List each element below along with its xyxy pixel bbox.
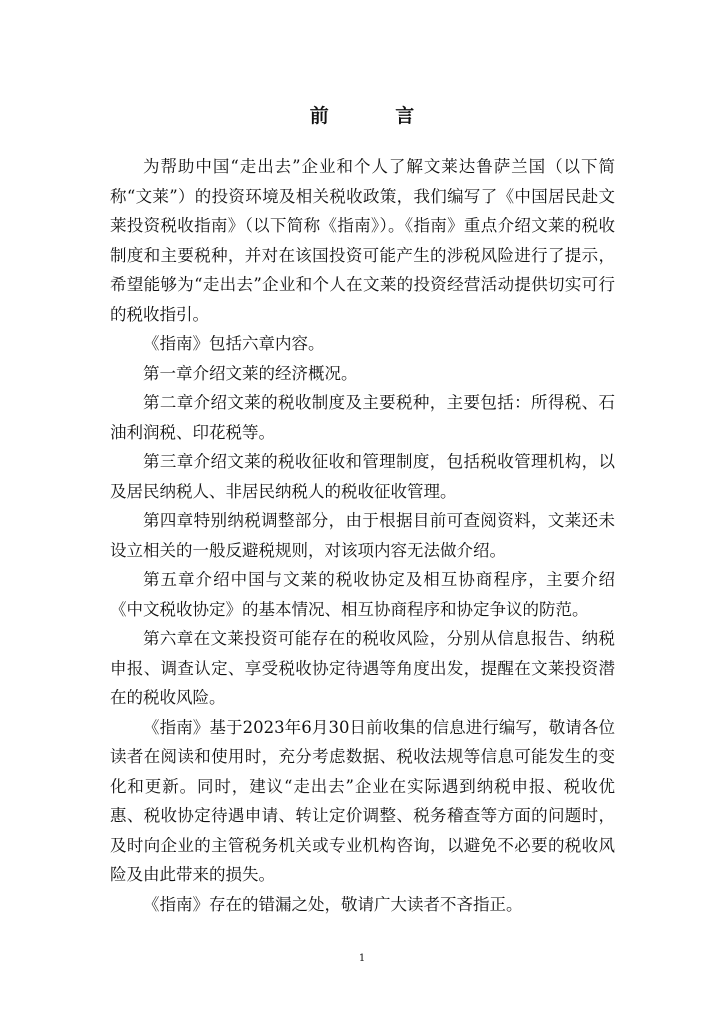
paragraph-chapter-1: 第一章介绍文莱的经济概况。: [143, 363, 358, 383]
preface-body: [110, 152, 615, 919]
paragraph-information-note: 《指南》基于2023年6月30日前收集的信息进行编写，敬请各位读者在阅读和使用时，充分考虑数据、税收法规等信息可能发生的变化和更新。同时，建议“走出去”企业在实际遇到纳税申报、税收优惠、税收协定待遇申请、转让定价调整、税务稽查等方面的问题时，及时向企业的主管税务机关或专业机构咨询，以避免不必要的税收风险及由此带来的损失。: [110, 717, 615, 884]
page-number: 1: [358, 953, 366, 964]
paragraph-chapter-6: 第六章在文莱投资可能存在的税收风险，分别从信息报告、纳税申报、调查认定、享受税收协定待遇等角度出发，提醒在文莱投资潜在的税收风险。: [110, 629, 615, 707]
paragraph-chapter-2: 第二章介绍文莱的税收制度及主要税种，主要包括：所得税、石油利润税、印花税等。: [110, 393, 615, 442]
paragraph-chapter-4: 第四章特别纳税调整部分，由于根据目前可查阅资料，文莱还未设立相关的一般反避税规则，对该项内容无法做介绍。: [110, 511, 615, 560]
paragraph-chapter-3: 第三章介绍文莱的税收征收和管理制度，包括税收管理机构，以及居民纳税人、非居民纳税人的税收征收管理。: [110, 452, 615, 501]
paragraph-closing: 《指南》存在的错漏之处，敬请广大读者不吝指正。: [143, 894, 523, 914]
paragraph-intro: 为帮助中国“走出去”企业和个人了解文莱达鲁萨兰国（以下简称“文莱”）的投资环境及相关税收政策，我们编写了《中国居民赴文莱投资税收指南》（以下简称《指南》）。《指南》重点介绍文莱的税收制度和主要税种，并对在该国投资可能产生的涉税风险进行了提示，希望能够为“走出去”企业和个人在文莱的投资经营活动提供切实可行的税收指引。: [110, 157, 615, 324]
paragraph-chapter-5: 第五章介绍中国与文莱的税收协定及相互协商程序，主要介绍《中文税收协定》的基本情况、相互协商程序和协定争议的防范。: [110, 570, 615, 619]
paragraph-contents-summary: 《指南》包括六章内容。: [143, 334, 325, 353]
page-title: 前 言: [309, 105, 445, 127]
